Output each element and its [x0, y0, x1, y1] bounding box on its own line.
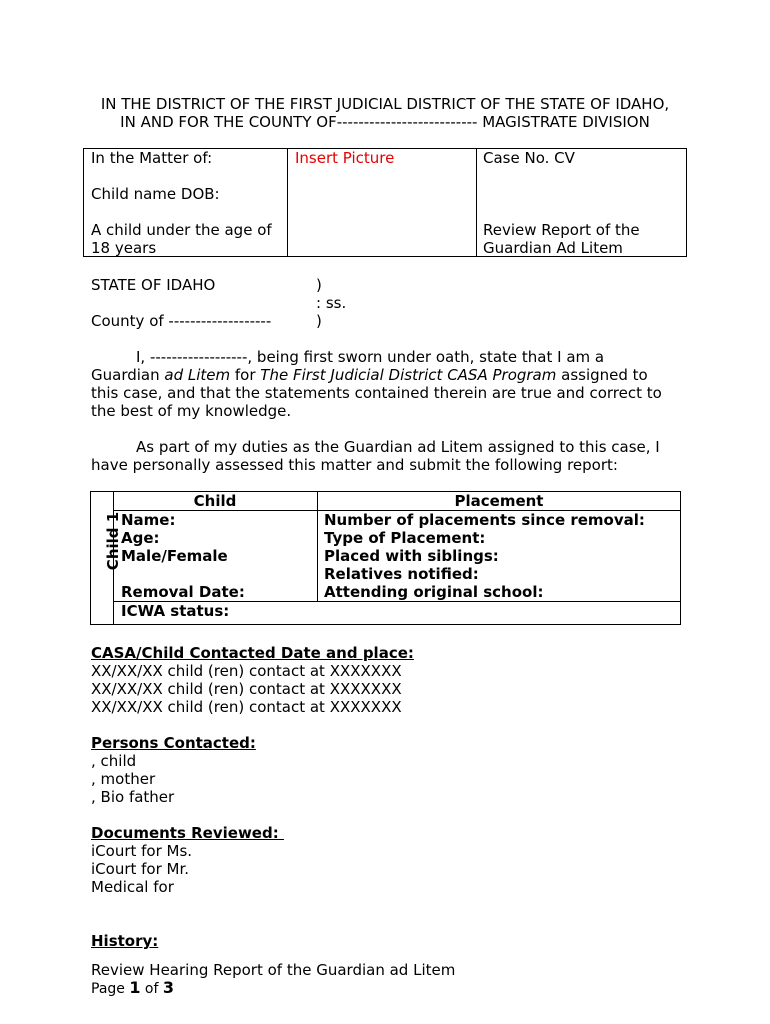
venue-ss: : ss.: [316, 294, 347, 312]
child-name-label: Name:: [121, 511, 176, 529]
matter-label: In the Matter of:: [91, 149, 213, 167]
page-current: 1: [129, 978, 141, 997]
court-header-line-1: IN THE DISTRICT OF THE FIRST JUDICIAL DISTRICT OF THE STATE OF IDAHO,: [100, 95, 670, 113]
review-report-line-2: Guardian Ad Litem: [483, 239, 623, 257]
documents-heading: Documents Reviewed:: [91, 824, 284, 842]
duties-line-1: As part of my duties as the Guardian ad Litem assigned to this case, I: [136, 438, 660, 456]
oath-line-2-b: ad Litem: [164, 366, 231, 384]
review-report-line-1: Review Report of the: [483, 221, 640, 239]
page-total: 3: [162, 978, 175, 997]
person-entry: , child: [91, 752, 137, 770]
col-child-header: Child: [193, 492, 237, 510]
num-placements-label: Number of placements since removal:: [324, 511, 645, 529]
footer-title: Review Hearing Report of the Guardian ad Litem: [91, 961, 456, 979]
child-under-age-line-1: A child under the age of: [91, 221, 272, 239]
person-entry: , Bio father: [91, 788, 175, 806]
oath-line-4: the best of my knowledge.: [91, 402, 292, 420]
duties-line-2: have personally assessed this matter and submit the following report:: [91, 456, 618, 474]
document-entry: iCourt for Mr.: [91, 860, 190, 878]
insert-picture-placeholder[interactable]: Insert Picture: [295, 149, 395, 167]
page-number: [91, 979, 174, 998]
oath-line-2-a: Guardian: [91, 366, 165, 384]
child-name-dob: Child name DOB:: [91, 185, 220, 203]
icwa-status-label: ICWA status:: [121, 602, 230, 620]
document-entry: Medical for: [91, 878, 174, 896]
relatives-notified-label: Relatives notified:: [324, 565, 479, 583]
oath-line-2-e: assigned to: [556, 366, 648, 384]
child-under-age-line-2: 18 years: [91, 239, 157, 257]
contact-entry: XX/XX/XX child (ren) contact at XXXXXXX: [91, 698, 402, 716]
case-number: Case No. CV: [483, 149, 575, 167]
type-placement-label: Type of Placement:: [324, 529, 486, 547]
venue-paren-close: ): [316, 312, 322, 330]
oath-line-2-c: for: [230, 366, 261, 384]
venue-paren-open: ): [316, 276, 322, 294]
document-entry: iCourt for Ms.: [91, 842, 193, 860]
contacts-heading: CASA/Child Contacted Date and place:: [91, 644, 414, 662]
placed-siblings-label: Placed with siblings:: [324, 547, 499, 565]
caption-divider-1: [287, 148, 288, 257]
page-word: Page: [91, 981, 130, 997]
oath-line-3: this case, and that the statements contained therein are true and correct to: [91, 384, 662, 402]
contact-entry: XX/XX/XX child (ren) contact at XXXXXXX: [91, 680, 402, 698]
oath-line-2-d: The First Judicial District CASA Program: [260, 366, 557, 384]
oath-line-1: I, ------------------, being first sworn under oath, state that I am a: [136, 348, 605, 366]
child-age-label: Age:: [121, 529, 160, 547]
venue-county: County of -------------------: [91, 312, 272, 330]
contact-entry: XX/XX/XX child (ren) contact at XXXXXXX: [91, 662, 402, 680]
removal-date-label: Removal Date:: [121, 583, 245, 601]
child-1-row-label: Child 1: [104, 511, 122, 571]
oath-line-2: [91, 366, 648, 384]
person-entry: , mother: [91, 770, 156, 788]
history-heading: History:: [91, 932, 159, 950]
court-header-line-2: IN AND FOR THE COUNTY OF-------------------------- MAGISTRATE DIVISION: [120, 113, 650, 131]
caption-divider-2: [476, 148, 477, 257]
of-word: of: [140, 981, 163, 997]
original-school-label: Attending original school:: [324, 583, 544, 601]
child-sex-label: Male/Female: [121, 547, 228, 565]
col-placement-header: Placement: [454, 492, 544, 510]
venue-state: STATE OF IDAHO: [91, 276, 216, 294]
persons-heading: Persons Contacted:: [91, 734, 256, 752]
